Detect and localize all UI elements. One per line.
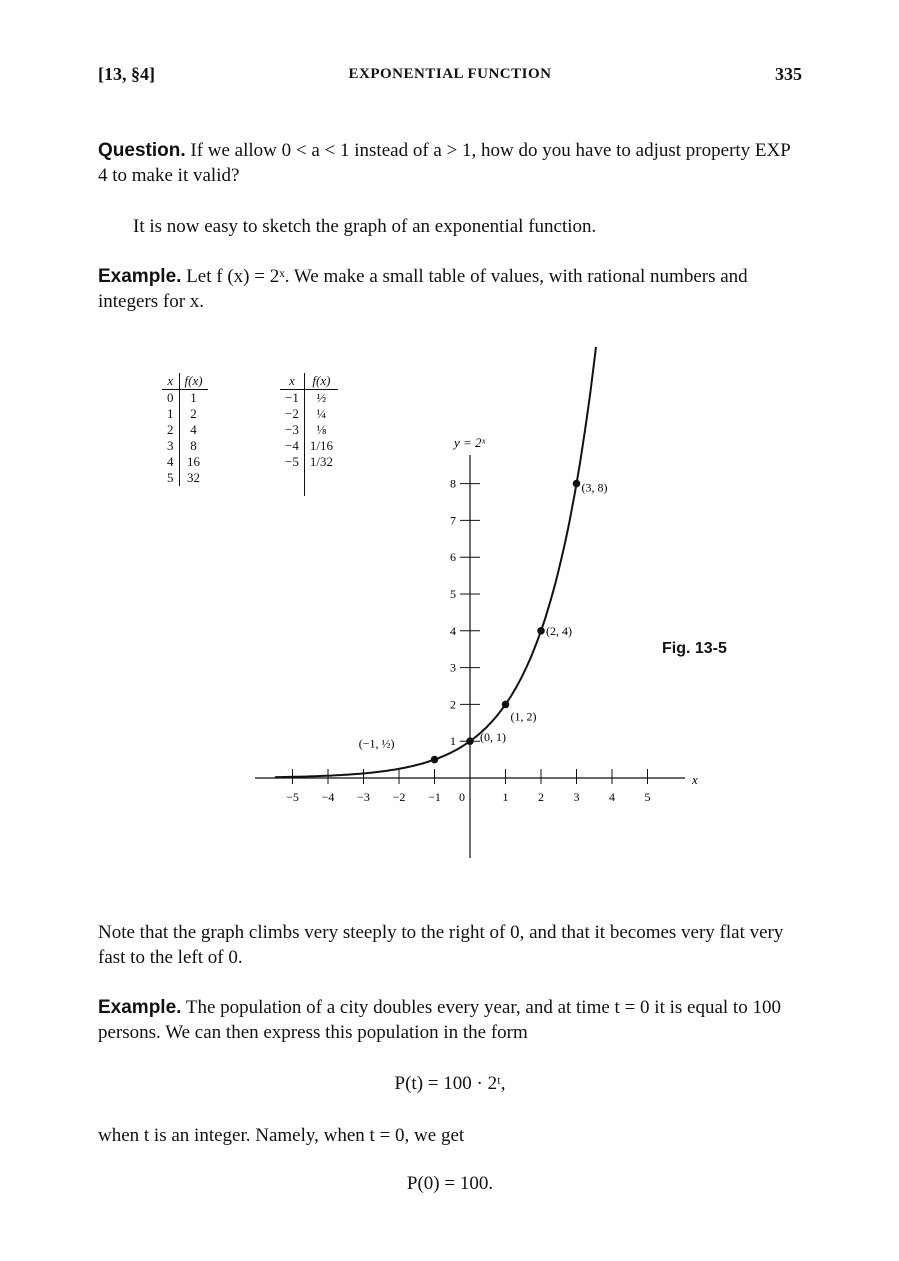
table-header-fx: f(x) [179, 373, 208, 390]
example1-lead: Example. [98, 266, 182, 287]
table-cell: 1 [162, 406, 179, 422]
table-cell: 4 [190, 422, 197, 437]
example2-paragraph [98, 995, 802, 1045]
table-cell: ½ [316, 390, 327, 405]
table-cell: 5 [162, 470, 179, 486]
question-text: If we allow 0 < a < 1 instead of a > 1, how do you have to adjust property EXP 4 to make it valid? [98, 140, 791, 186]
x-tick-label: −5 [286, 790, 299, 804]
table-cell: −1 [280, 390, 304, 407]
question-lead: Question. [98, 140, 186, 161]
x-axis-label: x [692, 772, 698, 787]
x-tick-label: −1 [428, 790, 441, 804]
chart-title: y = 2ˣ [454, 435, 486, 450]
data-label: (1, 2) [510, 709, 537, 724]
x-tick-label: 2 [538, 790, 544, 804]
x-tick-label: 1 [502, 790, 509, 804]
page-number: 335 [775, 64, 802, 84]
x-tick-label: 0 [459, 790, 465, 804]
data-point [573, 480, 581, 488]
table-cell: 3 [162, 438, 179, 454]
table-cell: −2 [280, 406, 304, 422]
data-label: (2, 4) [546, 623, 572, 638]
x-tick-label: −3 [357, 790, 370, 804]
equation-initial: P(0) = 100. [406, 1173, 494, 1194]
y-tick-label: 4 [450, 623, 456, 638]
table-cell: 0 [162, 390, 179, 407]
table-cell: ⅛ [316, 422, 327, 437]
table-cell: −3 [280, 422, 304, 438]
table-header-fx: f(x) [304, 373, 338, 390]
x-tick-label: −4 [321, 790, 335, 804]
table-cell: 1/32 [309, 454, 333, 469]
table-cell: −4 [280, 438, 304, 454]
data-point [502, 701, 510, 709]
table-header-x: x [162, 373, 179, 390]
y-tick-label: 8 [450, 476, 456, 491]
table-cell: 32 [187, 470, 201, 485]
data-label: (0, 1) [480, 730, 506, 745]
table-cell: 8 [190, 438, 197, 453]
data-label: (3, 8) [581, 480, 608, 495]
y-tick-label: 5 [450, 587, 456, 601]
example2-lead: Example. [98, 997, 182, 1018]
intro-paragraph: It is now easy to sketch the graph of an exponential function. [133, 216, 597, 237]
data-label: (−1, ½) [358, 736, 395, 751]
data-point [537, 627, 545, 635]
table-cell: −5 [280, 454, 304, 470]
section-ref: [13, §4] [98, 64, 155, 84]
y-tick-label: 3 [450, 660, 456, 675]
example2-text: The population of a city doubles every year, and at time t = 0 it is equal to 100 persons. We can then express this population in the form [98, 997, 781, 1043]
equation-population: P(t) = 100 · 2ᵗ, [394, 1073, 506, 1094]
data-point [466, 737, 474, 745]
x-tick-label: 3 [573, 790, 580, 804]
table-cell: 1 [190, 390, 197, 405]
table-cell: 2 [190, 406, 197, 421]
x-tick-label: 4 [609, 790, 615, 804]
table-cell: 4 [162, 454, 179, 470]
table-cell: 16 [187, 454, 201, 469]
table-header-x: x [280, 373, 304, 390]
figure-label: Fig. 13-5 [662, 640, 727, 657]
y-tick-label: 1 [450, 734, 456, 749]
series-line [275, 347, 596, 777]
x-tick-label: −2 [392, 790, 406, 804]
y-tick-label: 7 [450, 513, 456, 528]
data-point [431, 756, 439, 764]
after-equation-text: when t is an integer. Namely, when t = 0, we get [98, 1125, 465, 1146]
table-cell: 2 [162, 422, 179, 438]
table-cell: ¼ [316, 406, 327, 421]
y-tick-label: 2 [450, 697, 456, 712]
note-paragraph: Note that the graph climbs very steeply to the right of 0, and that it becomes very flat very fast to the left of 0. [98, 922, 784, 968]
running-title: EXPONENTIAL FUNCTION [348, 66, 552, 82]
y-tick-label: 6 [450, 550, 456, 565]
x-tick-label: 5 [644, 790, 651, 804]
example1-text: Let f (x) = 2ˣ. We make a small table of values, with rational numbers and integers for x. [98, 266, 748, 312]
table-cell: 1/16 [309, 438, 333, 453]
